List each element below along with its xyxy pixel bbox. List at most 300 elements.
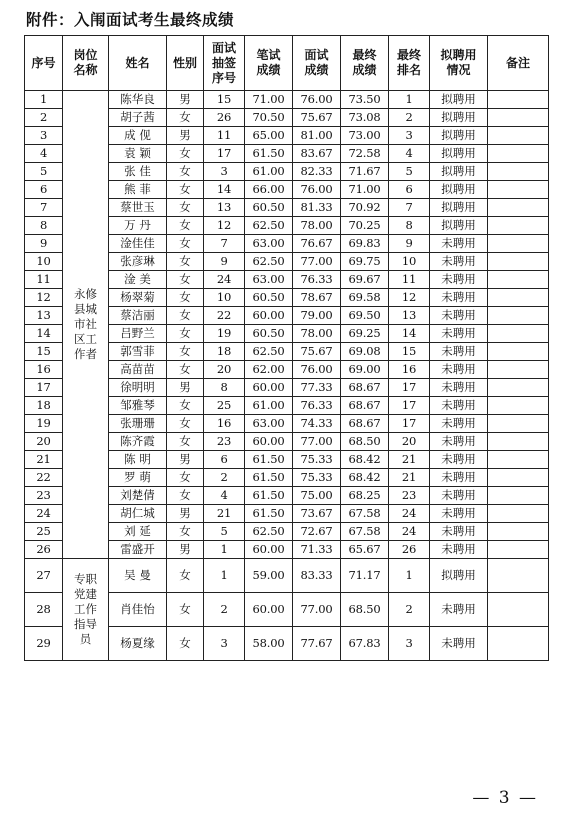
gender: 男 bbox=[167, 505, 204, 523]
row-index: 5 bbox=[25, 163, 63, 181]
candidate-name: 肖佳怡 bbox=[109, 593, 167, 627]
written-score: 60.00 bbox=[245, 379, 293, 397]
gender: 女 bbox=[167, 199, 204, 217]
remarks bbox=[488, 487, 549, 505]
document-title: 附件：入闱面试考生最终成绩 bbox=[26, 11, 235, 29]
interview-score: 76.67 bbox=[293, 235, 341, 253]
draw-number: 12 bbox=[204, 217, 245, 235]
draw-number: 2 bbox=[204, 593, 245, 627]
hiring-status: 拟聘用 bbox=[430, 199, 488, 217]
draw-number: 23 bbox=[204, 433, 245, 451]
final-score: 69.25 bbox=[341, 325, 389, 343]
candidate-name: 郭雪菲 bbox=[109, 343, 167, 361]
hiring-status: 未聘用 bbox=[430, 307, 488, 325]
final-score: 68.42 bbox=[341, 451, 389, 469]
final-rank: 14 bbox=[389, 325, 430, 343]
hiring-status: 未聘用 bbox=[430, 289, 488, 307]
candidate-name: 张 佳 bbox=[109, 163, 167, 181]
final-rank: 8 bbox=[389, 217, 430, 235]
final-rank: 4 bbox=[389, 145, 430, 163]
final-score: 69.75 bbox=[341, 253, 389, 271]
header-remarks: 备注 bbox=[488, 36, 549, 91]
row-index: 9 bbox=[25, 235, 63, 253]
written-score: 65.00 bbox=[245, 127, 293, 145]
final-score: 68.67 bbox=[341, 415, 389, 433]
final-rank: 1 bbox=[389, 559, 430, 593]
interview-score: 77.00 bbox=[293, 433, 341, 451]
candidate-name: 高苗苗 bbox=[109, 361, 167, 379]
remarks bbox=[488, 127, 549, 145]
interview-score: 72.67 bbox=[293, 523, 341, 541]
candidate-name: 万 丹 bbox=[109, 217, 167, 235]
final-score: 68.67 bbox=[341, 397, 389, 415]
gender: 女 bbox=[167, 523, 204, 541]
final-score: 70.92 bbox=[341, 199, 389, 217]
final-score: 70.25 bbox=[341, 217, 389, 235]
remarks bbox=[488, 559, 549, 593]
written-score: 61.00 bbox=[245, 397, 293, 415]
written-score: 61.50 bbox=[245, 451, 293, 469]
remarks bbox=[488, 397, 549, 415]
gender: 女 bbox=[167, 593, 204, 627]
draw-number: 8 bbox=[204, 379, 245, 397]
written-score: 60.00 bbox=[245, 593, 293, 627]
remarks bbox=[488, 593, 549, 627]
draw-number: 26 bbox=[204, 109, 245, 127]
row-index: 7 bbox=[25, 199, 63, 217]
post-name-cell: 专职 党建 工作 指导 员 bbox=[63, 559, 109, 661]
draw-number: 19 bbox=[204, 325, 245, 343]
remarks bbox=[488, 181, 549, 199]
final-rank: 17 bbox=[389, 397, 430, 415]
interview-score: 75.67 bbox=[293, 343, 341, 361]
candidate-name: 蔡世玉 bbox=[109, 199, 167, 217]
remarks bbox=[488, 361, 549, 379]
final-score: 68.67 bbox=[341, 379, 389, 397]
hiring-status: 拟聘用 bbox=[430, 181, 488, 199]
row-index: 4 bbox=[25, 145, 63, 163]
final-score: 71.17 bbox=[341, 559, 389, 593]
remarks bbox=[488, 253, 549, 271]
row-index: 27 bbox=[25, 559, 63, 593]
draw-number: 18 bbox=[204, 343, 245, 361]
row-index: 14 bbox=[25, 325, 63, 343]
hiring-status: 未聘用 bbox=[430, 235, 488, 253]
gender: 男 bbox=[167, 451, 204, 469]
hiring-status: 拟聘用 bbox=[430, 145, 488, 163]
header-written-score: 笔试 成绩 bbox=[245, 36, 293, 91]
hiring-status: 未聘用 bbox=[430, 487, 488, 505]
draw-number: 24 bbox=[204, 271, 245, 289]
final-score: 65.67 bbox=[341, 541, 389, 559]
candidate-name: 张珊珊 bbox=[109, 415, 167, 433]
written-score: 62.00 bbox=[245, 361, 293, 379]
final-rank: 16 bbox=[389, 361, 430, 379]
gender: 女 bbox=[167, 433, 204, 451]
remarks bbox=[488, 415, 549, 433]
final-score: 67.58 bbox=[341, 523, 389, 541]
interview-score: 75.33 bbox=[293, 469, 341, 487]
remarks bbox=[488, 325, 549, 343]
hiring-status: 未聘用 bbox=[430, 505, 488, 523]
row-index: 22 bbox=[25, 469, 63, 487]
gender: 女 bbox=[167, 181, 204, 199]
candidate-name: 刘楚倩 bbox=[109, 487, 167, 505]
hiring-status: 未聘用 bbox=[430, 271, 488, 289]
candidate-name: 胡子茜 bbox=[109, 109, 167, 127]
final-rank: 11 bbox=[389, 271, 430, 289]
hiring-status: 未聘用 bbox=[430, 379, 488, 397]
final-score: 71.00 bbox=[341, 181, 389, 199]
row-index: 26 bbox=[25, 541, 63, 559]
candidate-name: 罗 萌 bbox=[109, 469, 167, 487]
draw-number: 14 bbox=[204, 181, 245, 199]
final-rank: 23 bbox=[389, 487, 430, 505]
hiring-status: 未聘用 bbox=[430, 433, 488, 451]
final-rank: 6 bbox=[389, 181, 430, 199]
row-index: 3 bbox=[25, 127, 63, 145]
gender: 女 bbox=[167, 109, 204, 127]
scores-table bbox=[24, 35, 549, 661]
remarks bbox=[488, 627, 549, 661]
candidate-name: 邹雅琴 bbox=[109, 397, 167, 415]
final-score: 69.83 bbox=[341, 235, 389, 253]
gender: 男 bbox=[167, 541, 204, 559]
final-score: 69.58 bbox=[341, 289, 389, 307]
candidate-name: 徐明明 bbox=[109, 379, 167, 397]
row-index: 17 bbox=[25, 379, 63, 397]
row-index: 11 bbox=[25, 271, 63, 289]
written-score: 60.00 bbox=[245, 307, 293, 325]
hiring-status: 未聘用 bbox=[430, 469, 488, 487]
final-score: 67.58 bbox=[341, 505, 389, 523]
candidate-name: 吴 曼 bbox=[109, 559, 167, 593]
row-index: 25 bbox=[25, 523, 63, 541]
remarks bbox=[488, 343, 549, 361]
gender: 女 bbox=[167, 325, 204, 343]
interview-score: 77.00 bbox=[293, 253, 341, 271]
candidate-name: 陈华良 bbox=[109, 91, 167, 109]
written-score: 60.00 bbox=[245, 433, 293, 451]
candidate-name: 熊 菲 bbox=[109, 181, 167, 199]
draw-number: 11 bbox=[204, 127, 245, 145]
final-score: 69.00 bbox=[341, 361, 389, 379]
post-name-cell: 永修 县城 市社 区工 作者 bbox=[63, 91, 109, 559]
final-rank: 17 bbox=[389, 415, 430, 433]
hiring-status: 未聘用 bbox=[430, 451, 488, 469]
row-index: 8 bbox=[25, 217, 63, 235]
final-rank: 26 bbox=[389, 541, 430, 559]
final-rank: 3 bbox=[389, 627, 430, 661]
table-header bbox=[25, 36, 549, 91]
candidate-name: 陈 明 bbox=[109, 451, 167, 469]
written-score: 63.00 bbox=[245, 235, 293, 253]
draw-number: 5 bbox=[204, 523, 245, 541]
gender: 女 bbox=[167, 487, 204, 505]
draw-number: 1 bbox=[204, 541, 245, 559]
remarks bbox=[488, 217, 549, 235]
interview-score: 83.33 bbox=[293, 559, 341, 593]
interview-score: 81.33 bbox=[293, 199, 341, 217]
page-number: — 3 — bbox=[472, 788, 538, 808]
written-score: 61.50 bbox=[245, 469, 293, 487]
written-score: 60.50 bbox=[245, 289, 293, 307]
row-index: 12 bbox=[25, 289, 63, 307]
candidate-name: 蔡洁丽 bbox=[109, 307, 167, 325]
draw-number: 10 bbox=[204, 289, 245, 307]
remarks bbox=[488, 109, 549, 127]
draw-number: 16 bbox=[204, 415, 245, 433]
draw-number: 9 bbox=[204, 253, 245, 271]
draw-number: 25 bbox=[204, 397, 245, 415]
draw-number: 2 bbox=[204, 469, 245, 487]
written-score: 63.00 bbox=[245, 415, 293, 433]
header-final-rank: 最终 排名 bbox=[389, 36, 430, 91]
final-rank: 15 bbox=[389, 343, 430, 361]
final-score: 68.25 bbox=[341, 487, 389, 505]
final-score: 69.50 bbox=[341, 307, 389, 325]
draw-number: 1 bbox=[204, 559, 245, 593]
final-rank: 21 bbox=[389, 469, 430, 487]
remarks bbox=[488, 433, 549, 451]
final-rank: 17 bbox=[389, 379, 430, 397]
interview-score: 76.33 bbox=[293, 397, 341, 415]
interview-score: 75.00 bbox=[293, 487, 341, 505]
hiring-status: 未聘用 bbox=[430, 253, 488, 271]
row-index: 23 bbox=[25, 487, 63, 505]
interview-score: 81.00 bbox=[293, 127, 341, 145]
hiring-status: 拟聘用 bbox=[430, 163, 488, 181]
draw-number: 17 bbox=[204, 145, 245, 163]
header-interview-score: 面试 成绩 bbox=[293, 36, 341, 91]
written-score: 62.50 bbox=[245, 343, 293, 361]
remarks bbox=[488, 163, 549, 181]
candidate-name: 雷盛开 bbox=[109, 541, 167, 559]
hiring-status: 未聘用 bbox=[430, 541, 488, 559]
written-score: 60.50 bbox=[245, 199, 293, 217]
gender: 女 bbox=[167, 271, 204, 289]
table-row bbox=[25, 91, 549, 109]
gender: 女 bbox=[167, 469, 204, 487]
written-score: 62.50 bbox=[245, 523, 293, 541]
header-name: 姓名 bbox=[109, 36, 167, 91]
gender: 男 bbox=[167, 127, 204, 145]
draw-number: 3 bbox=[204, 163, 245, 181]
final-score: 71.67 bbox=[341, 163, 389, 181]
gender: 女 bbox=[167, 415, 204, 433]
header-hiring-status: 拟聘用 情况 bbox=[430, 36, 488, 91]
interview-score: 75.67 bbox=[293, 109, 341, 127]
interview-score: 77.00 bbox=[293, 593, 341, 627]
hiring-status: 未聘用 bbox=[430, 397, 488, 415]
hiring-status: 拟聘用 bbox=[430, 127, 488, 145]
written-score: 59.00 bbox=[245, 559, 293, 593]
interview-score: 76.00 bbox=[293, 91, 341, 109]
header-row bbox=[25, 36, 549, 91]
interview-score: 76.00 bbox=[293, 361, 341, 379]
candidate-name: 刘 延 bbox=[109, 523, 167, 541]
candidate-name: 张彦琳 bbox=[109, 253, 167, 271]
gender: 女 bbox=[167, 361, 204, 379]
gender: 女 bbox=[167, 307, 204, 325]
final-score: 67.83 bbox=[341, 627, 389, 661]
row-index: 13 bbox=[25, 307, 63, 325]
candidate-name: 杨夏缘 bbox=[109, 627, 167, 661]
final-rank: 24 bbox=[389, 505, 430, 523]
candidate-name: 陈齐霞 bbox=[109, 433, 167, 451]
remarks bbox=[488, 235, 549, 253]
gender: 女 bbox=[167, 397, 204, 415]
gender: 女 bbox=[167, 559, 204, 593]
row-index: 28 bbox=[25, 593, 63, 627]
hiring-status: 拟聘用 bbox=[430, 91, 488, 109]
gender: 女 bbox=[167, 235, 204, 253]
hiring-status: 未聘用 bbox=[430, 361, 488, 379]
interview-score: 76.33 bbox=[293, 271, 341, 289]
remarks bbox=[488, 271, 549, 289]
hiring-status: 未聘用 bbox=[430, 523, 488, 541]
draw-number: 15 bbox=[204, 91, 245, 109]
interview-score: 77.67 bbox=[293, 627, 341, 661]
written-score: 61.50 bbox=[245, 487, 293, 505]
header-gender: 性别 bbox=[167, 36, 204, 91]
gender: 女 bbox=[167, 145, 204, 163]
draw-number: 22 bbox=[204, 307, 245, 325]
draw-number: 21 bbox=[204, 505, 245, 523]
final-rank: 2 bbox=[389, 593, 430, 627]
interview-score: 71.33 bbox=[293, 541, 341, 559]
remarks bbox=[488, 379, 549, 397]
candidate-name: 胡仁城 bbox=[109, 505, 167, 523]
final-rank: 2 bbox=[389, 109, 430, 127]
header-final-score: 最终 成绩 bbox=[341, 36, 389, 91]
remarks bbox=[488, 469, 549, 487]
row-index: 20 bbox=[25, 433, 63, 451]
header-post: 岗位 名称 bbox=[63, 36, 109, 91]
hiring-status: 未聘用 bbox=[430, 593, 488, 627]
remarks bbox=[488, 307, 549, 325]
written-score: 61.50 bbox=[245, 145, 293, 163]
draw-number: 3 bbox=[204, 627, 245, 661]
final-score: 68.50 bbox=[341, 433, 389, 451]
candidate-name: 淦 美 bbox=[109, 271, 167, 289]
gender: 女 bbox=[167, 217, 204, 235]
row-index: 19 bbox=[25, 415, 63, 433]
remarks bbox=[488, 505, 549, 523]
interview-score: 83.67 bbox=[293, 145, 341, 163]
candidate-name: 吕野兰 bbox=[109, 325, 167, 343]
final-score: 73.00 bbox=[341, 127, 389, 145]
hiring-status: 未聘用 bbox=[430, 415, 488, 433]
gender: 男 bbox=[167, 91, 204, 109]
interview-score: 78.00 bbox=[293, 217, 341, 235]
interview-score: 79.00 bbox=[293, 307, 341, 325]
hiring-status: 未聘用 bbox=[430, 325, 488, 343]
final-score: 72.58 bbox=[341, 145, 389, 163]
row-index: 29 bbox=[25, 627, 63, 661]
remarks bbox=[488, 91, 549, 109]
candidate-name: 袁 颖 bbox=[109, 145, 167, 163]
final-score: 73.08 bbox=[341, 109, 389, 127]
interview-score: 78.00 bbox=[293, 325, 341, 343]
header-index: 序号 bbox=[25, 36, 63, 91]
gender: 女 bbox=[167, 163, 204, 181]
written-score: 58.00 bbox=[245, 627, 293, 661]
candidate-name: 杨翠菊 bbox=[109, 289, 167, 307]
hiring-status: 未聘用 bbox=[430, 343, 488, 361]
written-score: 63.00 bbox=[245, 271, 293, 289]
interview-score: 73.67 bbox=[293, 505, 341, 523]
final-score: 68.42 bbox=[341, 469, 389, 487]
interview-score: 74.33 bbox=[293, 415, 341, 433]
written-score: 62.50 bbox=[245, 217, 293, 235]
written-score: 61.50 bbox=[245, 505, 293, 523]
final-score: 69.08 bbox=[341, 343, 389, 361]
table-body bbox=[25, 91, 549, 661]
interview-score: 77.33 bbox=[293, 379, 341, 397]
remarks bbox=[488, 145, 549, 163]
final-rank: 5 bbox=[389, 163, 430, 181]
written-score: 60.50 bbox=[245, 325, 293, 343]
final-rank: 10 bbox=[389, 253, 430, 271]
written-score: 62.50 bbox=[245, 253, 293, 271]
draw-number: 20 bbox=[204, 361, 245, 379]
final-score: 69.67 bbox=[341, 271, 389, 289]
remarks bbox=[488, 289, 549, 307]
hiring-status: 拟聘用 bbox=[430, 559, 488, 593]
interview-score: 78.67 bbox=[293, 289, 341, 307]
draw-number: 4 bbox=[204, 487, 245, 505]
interview-score: 76.00 bbox=[293, 181, 341, 199]
final-rank: 1 bbox=[389, 91, 430, 109]
final-rank: 24 bbox=[389, 523, 430, 541]
draw-number: 7 bbox=[204, 235, 245, 253]
remarks bbox=[488, 523, 549, 541]
written-score: 71.00 bbox=[245, 91, 293, 109]
final-rank: 20 bbox=[389, 433, 430, 451]
gender: 女 bbox=[167, 627, 204, 661]
interview-score: 82.33 bbox=[293, 163, 341, 181]
row-index: 18 bbox=[25, 397, 63, 415]
final-score: 68.50 bbox=[341, 593, 389, 627]
final-rank: 21 bbox=[389, 451, 430, 469]
gender: 男 bbox=[167, 379, 204, 397]
gender: 女 bbox=[167, 289, 204, 307]
final-rank: 13 bbox=[389, 307, 430, 325]
row-index: 21 bbox=[25, 451, 63, 469]
final-rank: 3 bbox=[389, 127, 430, 145]
written-score: 61.00 bbox=[245, 163, 293, 181]
hiring-status: 拟聘用 bbox=[430, 109, 488, 127]
final-rank: 9 bbox=[389, 235, 430, 253]
final-rank: 7 bbox=[389, 199, 430, 217]
remarks bbox=[488, 541, 549, 559]
draw-number: 6 bbox=[204, 451, 245, 469]
gender: 女 bbox=[167, 253, 204, 271]
final-score: 73.50 bbox=[341, 91, 389, 109]
row-index: 16 bbox=[25, 361, 63, 379]
gender: 女 bbox=[167, 343, 204, 361]
remarks bbox=[488, 451, 549, 469]
draw-number: 13 bbox=[204, 199, 245, 217]
written-score: 60.00 bbox=[245, 541, 293, 559]
row-index: 6 bbox=[25, 181, 63, 199]
row-index: 24 bbox=[25, 505, 63, 523]
table-row bbox=[25, 559, 549, 593]
remarks bbox=[488, 199, 549, 217]
final-rank: 12 bbox=[389, 289, 430, 307]
row-index: 1 bbox=[25, 91, 63, 109]
